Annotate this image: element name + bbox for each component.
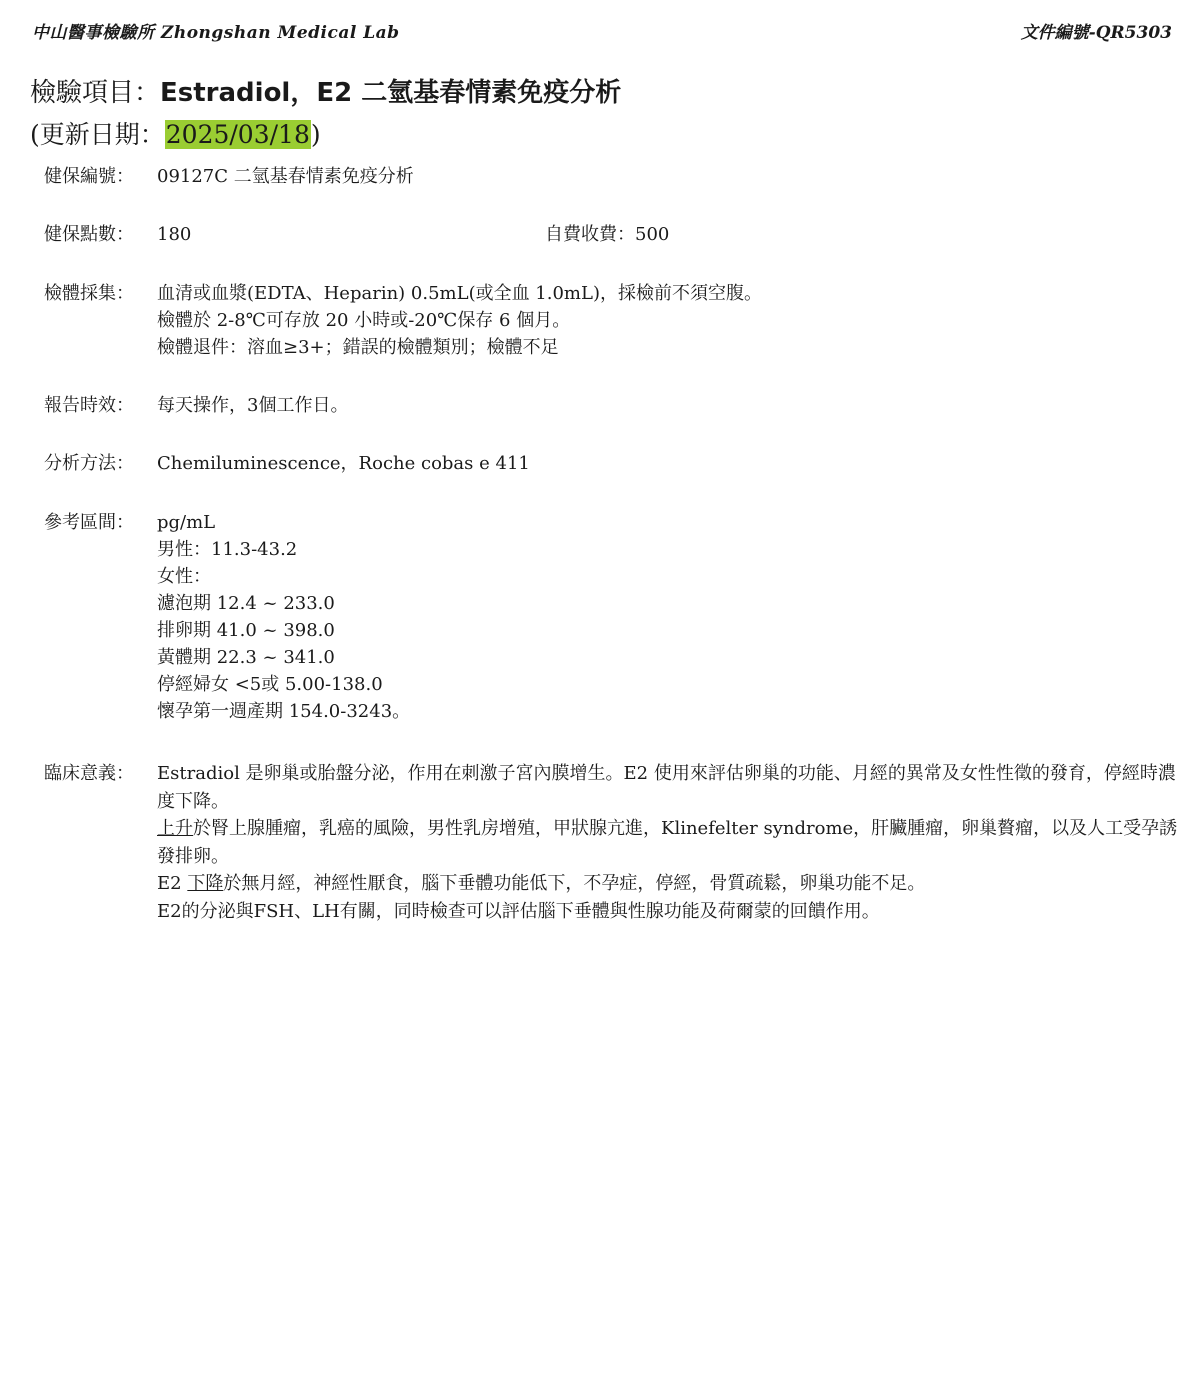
method-label: 分析方法： [44,453,134,474]
update-date [30,115,321,151]
reference-line: 懷孕第一週產期 154.0-3243。 [157,701,411,722]
self-pay-row [545,221,669,248]
specimen-line: 血清或血漿(EDTA、Heparin) 0.5mL(或全血 1.0mL)，採檢前不須空腹。 [157,283,762,304]
clinical-meaning-label: 臨床意義： [44,763,134,784]
decrease-text: 於無月經，神經性厭食，腦下垂體功能低下，不孕症，停經，骨質疏鬆，卵巢功能不足。 [223,873,926,894]
document-number: 文件編號-QR5303 [1020,23,1172,43]
report-time-value: 每天操作，3個工作日。 [157,395,349,416]
insurance-code-label: 健保編號： [44,166,134,187]
reference-line: 黃體期 22.3 ~ 341.0 [157,647,335,668]
test-name: Estradiol，E2 二氫基春情素免疫分析 [160,78,622,108]
clinical-paragraph [157,870,1189,898]
test-item-title [30,72,621,109]
increase-text: 於腎上腺腫瘤，乳癌的風險，男性乳房增殖，甲狀腺亢進，Klinefelter syndrome，肝臟腫瘤，卵巢贅瘤，以及人工受孕誘發排卵。 [157,818,1178,867]
update-prefix: (更新日期： [30,120,165,149]
reference-line: 濾泡期 12.4 ~ 233.0 [157,593,335,614]
self-pay-label: 自費收費： [545,224,635,245]
clinical-paragraph: Estradiol 是卵巢或胎盤分泌，作用在刺激子宮內膜增生。E2 使用來評估卵巢的功能、月經的異常及女性性徵的發育，停經時濃度下降。 [157,763,1176,812]
specimen-row [44,280,762,361]
method-value: Chemiluminescence，Roche cobas e 411 [157,453,530,474]
reference-label: 參考區間： [44,512,134,533]
insurance-points-label: 健保點數： [44,224,134,245]
reference-row [44,509,410,725]
specimen-line: 檢體於 2-8℃可存放 20 小時或-20℃保存 6 個月。 [157,310,571,331]
insurance-code-value: 09127C 二氫基春情素免疫分析 [157,166,414,187]
clinical-meaning-body [157,760,1189,925]
decrease-prefix: E2 [157,873,188,894]
reference-line: 男性：11.3-43.2 [157,539,298,560]
update-date-value: 2025/03/18 [165,120,310,149]
reference-line: 停經婦女 <5或 5.00-138.0 [157,674,383,695]
insurance-points-value: 180 [157,224,192,245]
specimen-body [157,280,762,361]
insurance-points-row [44,221,191,248]
reference-line: 女性： [157,566,211,587]
insurance-code-row [44,163,414,190]
update-suffix: ) [310,120,321,149]
decrease-term: 下降 [187,873,224,894]
reference-line: 排卵期 41.0 ~ 398.0 [157,620,335,641]
specimen-line: 檢體退件：溶血≥3+；錯誤的檢體類別；檢體不足 [157,337,559,358]
increase-term: 上升 [157,818,193,839]
reference-body [157,509,410,725]
self-pay-value: 500 [635,224,670,245]
clinical-paragraph: E2的分泌與FSH、LH有關，同時檢查可以評估腦下垂體與性腺功能及荷爾蒙的回饋作用。 [157,900,880,922]
clinical-meaning-row [44,760,1189,925]
lab-name: 中山醫事檢驗所 Zhongshan Medical Lab [32,23,400,43]
report-time-row [44,392,348,419]
report-time-label: 報告時效： [44,395,134,416]
method-row [44,450,530,477]
title-label: 檢驗項目： [30,78,161,108]
clinical-paragraph [157,815,1189,870]
specimen-label: 檢體採集： [44,283,134,304]
reference-unit: pg/mL [157,512,216,533]
